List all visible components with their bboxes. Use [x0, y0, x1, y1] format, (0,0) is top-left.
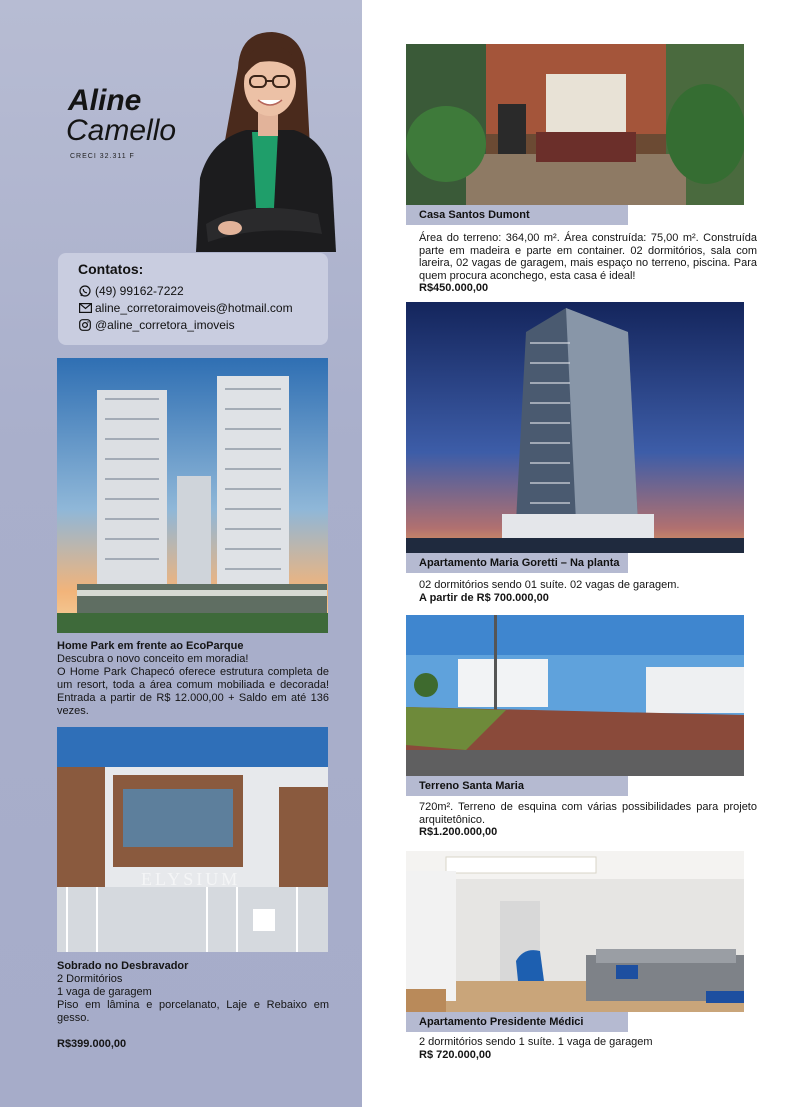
contact-phone-text: (49) 99162-7222 [95, 283, 184, 298]
mail-icon [78, 301, 92, 315]
maria-goretti-price: A partir de R$ 700.000,00 [419, 591, 549, 604]
casa-santos-dumont-price: R$450.000,00 [419, 282, 489, 294]
instagram-icon [78, 318, 92, 332]
terreno-santa-maria-description: 720m². Terreno de esquina com várias possibilidades para projeto arquitetônico. [419, 801, 757, 826]
whatsapp-icon [78, 284, 92, 298]
sobrado-photo [57, 727, 328, 952]
sobrado-line-3: Piso em lâmina e porcelanato, Laje e Rebaixo em gesso. [57, 999, 329, 1024]
contact-email-text: aline_corretoraimoveis@hotmail.com [95, 300, 293, 315]
sobrado-text [57, 960, 329, 1051]
agent-name [68, 86, 176, 146]
casa-santos-dumont-label: Casa Santos Dumont [406, 205, 628, 225]
creci-number: CRECI 32.311 F [70, 153, 135, 160]
casa-santos-dumont-photo [406, 44, 744, 205]
presidente-medici-label: Apartamento Presidente Médici [406, 1012, 628, 1032]
maria-goretti-text [419, 579, 757, 604]
contact-instagram-text: @aline_corretora_imoveis [95, 317, 235, 332]
presidente-medici-price: R$ 720.000,00 [419, 1048, 492, 1061]
contacts-title: Contatos: [78, 261, 144, 277]
home-park-line-2: O Home Park Chapecó oferece estrutura completa de um resort, toda a área comum mobiliada e decorada! Entrada a partir de R$ 12.000,00 + Saldo em até 136 vezes. [57, 666, 329, 717]
contacts-box [58, 253, 328, 345]
terreno-santa-maria-price: R$1.200.000,00 [419, 826, 498, 838]
presidente-medici-description: 2 dormitórios sendo 1 suíte. 1 vaga de garagem [419, 1036, 653, 1048]
home-park-photo [57, 358, 328, 633]
home-park-title: Home Park em frente ao EcoParque [57, 640, 244, 652]
agent-portrait [190, 28, 340, 252]
terreno-santa-maria-photo [406, 615, 744, 776]
agent-first-name: Aline [68, 84, 142, 117]
terreno-santa-maria-text [419, 801, 757, 839]
contact-email[interactable] [78, 299, 328, 316]
sobrado-title: Sobrado no Desbravador [57, 960, 189, 972]
home-park-text [57, 640, 329, 718]
maria-goretti-description: 02 dormitórios sendo 01 suíte. 02 vagas de garagem. [419, 579, 680, 591]
presidente-medici-photo [406, 851, 744, 1012]
sobrado-line-1: 2 Dormitórios [57, 973, 123, 985]
contact-instagram[interactable] [78, 316, 328, 333]
casa-santos-dumont-text [419, 232, 757, 295]
agent-last-name: Camello [66, 114, 177, 147]
home-park-line-1: Descubra o novo conceito em moradia! [57, 653, 249, 665]
maria-goretti-label: Apartamento Maria Goretti – Na planta [406, 553, 628, 573]
casa-santos-dumont-description: Área do terreno: 364,00 m². Área construída: 75,00 m². Construída parte em madeira e parte em container. 02 dormitórios, sala com lareira, 02 vagas de garagem, mais espaço no terreno, piscina. Para quem procura aconchego, esta casa é ideal! [419, 232, 757, 282]
terreno-santa-maria-label: Terreno Santa Maria [406, 776, 628, 796]
sobrado-line-2: 1 vaga de garagem [57, 986, 152, 998]
maria-goretti-photo [406, 302, 744, 553]
contact-phone[interactable] [78, 282, 328, 299]
presidente-medici-text [419, 1036, 757, 1061]
elysium-watermark: ELYSIUM [141, 869, 241, 889]
sobrado-price: R$399.000,00 [57, 1038, 127, 1050]
